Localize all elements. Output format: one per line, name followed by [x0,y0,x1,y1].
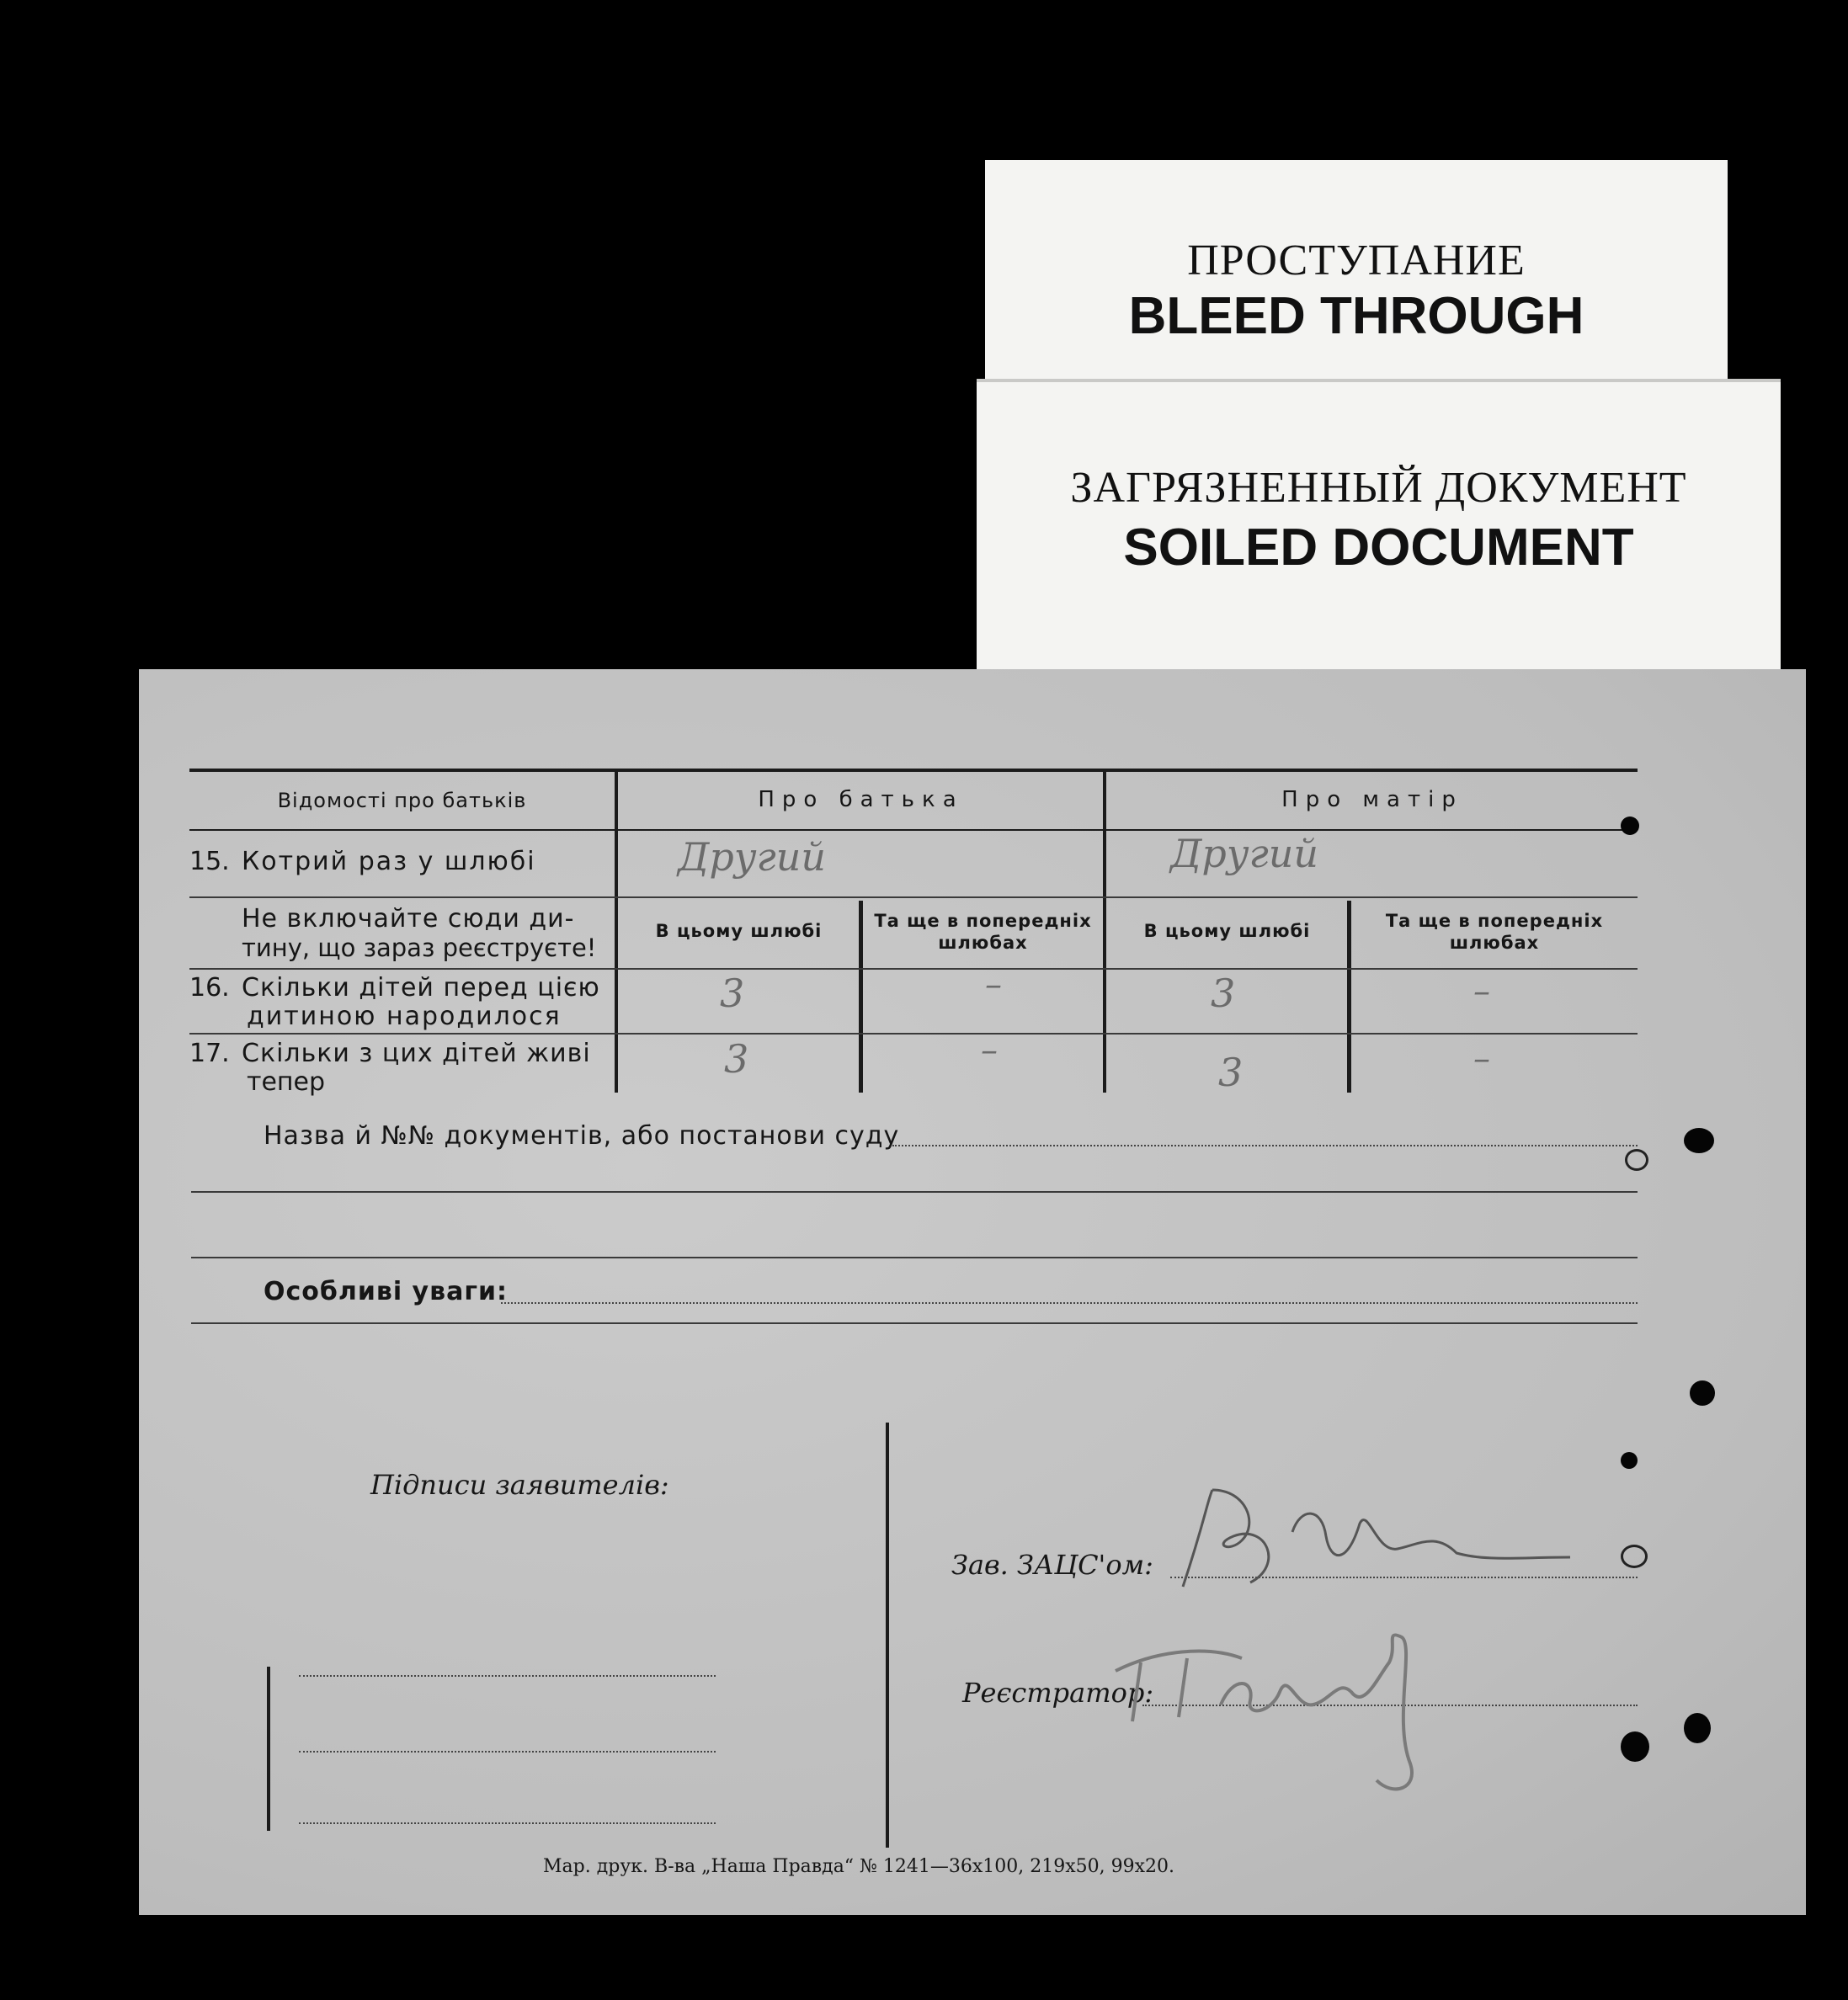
row17-father-prev: – [981,1031,998,1070]
soiled-document-label [977,379,1781,669]
remarks-rule [191,1322,1638,1324]
row15-mother-value: Другий [1170,831,1319,876]
row15-father-value: Другий [678,834,827,880]
father-this-marriage-header: В цьому шлюбі [655,921,823,941]
applicant-sign-line-2 [299,1751,716,1753]
head-label: Зав. ЗАЦС'ом: [951,1549,1153,1581]
header-parents-info: Відомості про батьків [277,789,527,812]
note-line2: тину, що зараз реєструєте! [242,934,597,962]
note-line1: Не включайте сюди ди- [242,904,575,934]
row15-label: Котрий раз у шлюбі [242,847,536,876]
row17-father-this: 3 [724,1036,749,1082]
row16-mother-prev: – [1473,972,1490,1011]
soiled-document-en: SOILED DOCUMENT [1123,519,1634,577]
documents-label: Назва й №№ документів, або постанови суду [264,1121,900,1151]
applicants-bracket [267,1667,270,1831]
applicant-sign-line-3 [299,1822,716,1824]
mother-this-marriage-header: В цьому шлюбі [1143,921,1311,941]
row15-bottom-rule [189,896,1638,898]
punch-hole [1621,1731,1649,1762]
row17-mother-this: 3 [1218,1050,1244,1095]
registrar-label: Реєстратор: [962,1677,1154,1709]
form-sheet [139,669,1806,1915]
father-prev-marriages-line2: шлюбах [938,933,1028,953]
mother-prev-marriages-line1: Та ще в попередніх [1385,911,1604,931]
documents-rule-2 [191,1257,1638,1258]
signatures-divider [886,1423,889,1848]
bleed-through-ru: ПРОСТУПАНИЕ [1187,237,1526,285]
row16-father-this: 3 [720,971,745,1016]
mother-prev-marriages-line2: шлюбах [1449,933,1540,953]
punch-hole [1690,1380,1715,1406]
soiled-document-ru: ЗАГРЯЗНЕННЫЙ ДОКУМЕНТ [1070,464,1687,512]
row16-line1: Скільки дітей перед цією [242,973,600,1003]
punch-hole [1621,1545,1648,1568]
documents-dotted-line [892,1145,1638,1146]
row16-mother-this: 3 [1211,971,1236,1016]
punch-hole [1684,1713,1711,1743]
punch-hole [1684,1128,1714,1153]
bleed-through-label [985,160,1728,387]
row17-mother-prev: – [1473,1040,1490,1078]
row17-line2: тепер [247,1067,326,1097]
remarks-dotted-line [501,1302,1638,1304]
row16-bottom-rule [189,1033,1638,1035]
label-separator [977,379,1781,382]
header-mother: Про матір [1281,787,1463,812]
row15-number: 15. [189,847,230,876]
table-top-rule [189,769,1638,772]
registrar-signature [1107,1612,1545,1814]
row16-number: 16. [189,973,230,1003]
row16-line2: дитиною народилося [247,1002,562,1031]
remarks-label: Особливі уваги: [264,1277,509,1306]
documents-rule-1 [191,1191,1638,1193]
bleed-through-en: BLEED THROUGH [1128,287,1584,345]
row17-line1: Скільки з цих дітей живі [242,1039,591,1068]
printer-footer: Мар. друк. В-ва „Наша Правда“ № 1241—36х100, 219х50, 99х20. [543,1856,1174,1877]
applicant-sign-line-1 [299,1675,716,1677]
punch-hole [1625,1149,1648,1171]
punch-hole [1621,816,1639,835]
head-signature [1166,1473,1638,1599]
col-rule-2 [1103,769,1106,1093]
row16-father-prev: – [985,965,1002,1004]
punch-hole [1621,1452,1638,1469]
applicants-label: Підписи заявителів: [370,1469,669,1501]
note-bottom-rule [189,968,1638,970]
row17-number: 17. [189,1039,230,1068]
header-father: Про батька [758,787,964,812]
col-rule-1 [615,769,618,1093]
header-bottom-rule [189,829,1638,831]
father-prev-marriages-line1: Та ще в попередніх [874,911,1092,931]
